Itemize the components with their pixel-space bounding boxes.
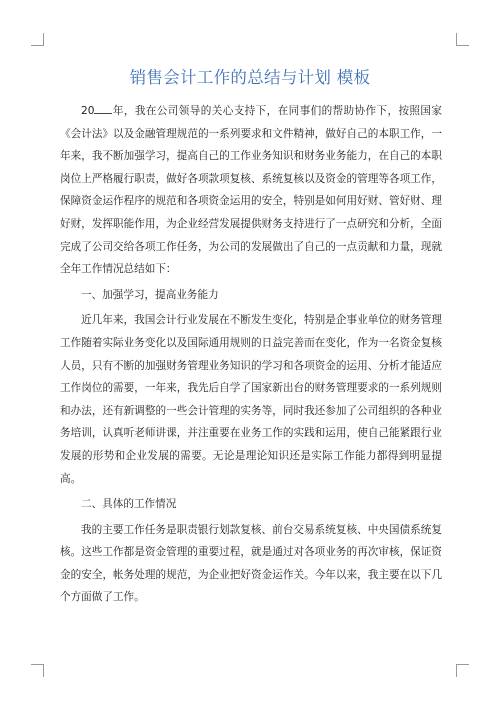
section-2-paragraph: 我的主要工作任务是职责银行划款复核、前台交易系统复核、中央国债系统复核。这些工作都是资金管理的重要过程，就是通过对各项业务的再次审核，保证资金的安全，帐务处理的规范，为企业把好资金运作关。今年以来，我主要在以下几个方面做了工作。 bbox=[60, 523, 442, 604]
section-2-heading: 二、具体的工作情况 bbox=[81, 498, 177, 511]
crop-mark-top-left bbox=[31, 33, 44, 46]
crop-mark-bottom-left bbox=[31, 664, 44, 677]
intro-year-prefix: 20 bbox=[81, 105, 95, 117]
intro-text: 年，我在公司领导的关心支持下，在同事们的帮助协作下，按照国家《会计法》以及金融管理规范的一系列要求和文件精神，做好自己的本职工作，一年来，我不断加强学习，提高自己的工作业务知识和财务业务能力，在自己的本职岗位上严格履行职责，做好各项款项复核、系统复核以及资金的管理等各项工作，保障资金运作程序的规范和各项资金运用的安全，特别是如何用好财、管好财、理好财，发挥职能作用，为企业经营发展提供财务支持进行了一点研究和分析，全面完成了公司交给各项工作任务，为公司的发展做出了自己的一点贡献和力量，现就全年工作情况总结如下： bbox=[60, 105, 442, 276]
section-1-heading: 一、加强学习，提高业务能力 bbox=[81, 288, 219, 301]
crop-mark-bottom-right bbox=[456, 664, 469, 677]
document-body bbox=[60, 100, 442, 609]
section-1-paragraph: 近几年来，我国会计行业发展在不断发生变化，特别是企事业单位的财务管理工作随着实际业务变化以及国际通用规则的日益完善而在变化，作为一名资金复核人员，只有不断的加强财务管理业务知识的学习和各项资金的运用、分析才能适应工作岗位的需要，一年来，我先后自学了国家新出台的财务管理要求的一系列规则和办法，还有新调整的一些会计管理的实务等，同时我还参加了公司组织的各种业务培训，认真听老师讲课，并注重要在业务工作的实践和运用，使自己能紧跟行业发展的形势和企业发展的需要。无论是理论知识还是实际工作能力都得到明显提高。 bbox=[60, 314, 442, 485]
crop-mark-top-right bbox=[456, 33, 469, 46]
intro-year-blank bbox=[94, 113, 112, 114]
document-title: 销售会计工作的总结与计划 模板 bbox=[129, 68, 371, 87]
intro-paragraph bbox=[60, 100, 442, 281]
